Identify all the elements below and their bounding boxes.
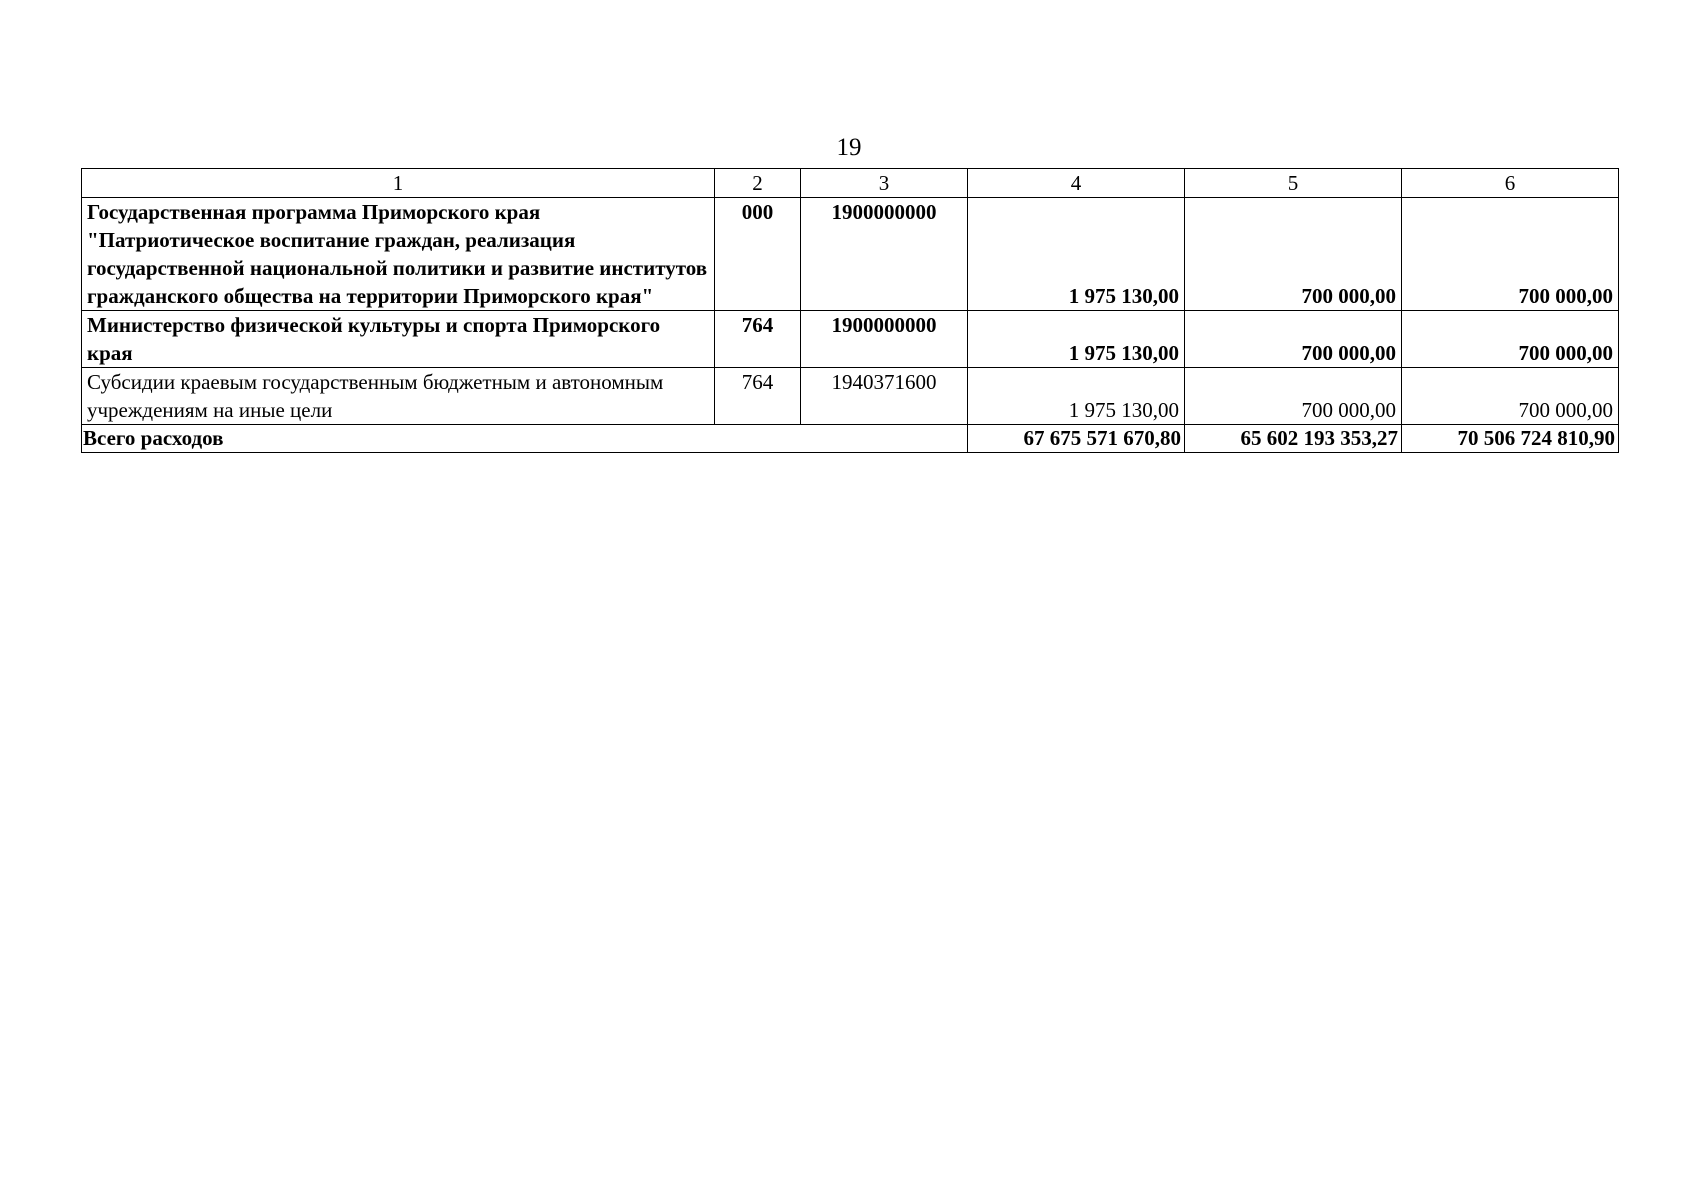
total-value-col4: 67 675 571 670,80 bbox=[968, 425, 1185, 453]
row-value-col5: 700 000,00 bbox=[1185, 198, 1402, 311]
row-code: 000 bbox=[715, 198, 801, 311]
row-name: Субсидии краевым государственным бюджетным и автономным учреждениям на иные цели bbox=[82, 368, 715, 425]
row-target-article: 1900000000 bbox=[801, 311, 968, 368]
row-code: 764 bbox=[715, 368, 801, 425]
column-number-3: 3 bbox=[801, 169, 968, 198]
row-target-article: 1940371600 bbox=[801, 368, 968, 425]
total-value-col6: 70 506 724 810,90 bbox=[1402, 425, 1619, 453]
row-code: 764 bbox=[715, 311, 801, 368]
column-number-2: 2 bbox=[715, 169, 801, 198]
row-name: Государственная программа Приморского края "Патриотическое воспитание граждан, реализация государственной национальной политики и развитие институтов гражданского общества на территории Приморского края" bbox=[82, 198, 715, 311]
row-value-col4: 1 975 130,00 bbox=[968, 311, 1185, 368]
table-row bbox=[82, 198, 1619, 311]
row-value-col4: 1 975 130,00 bbox=[968, 368, 1185, 425]
row-value-col5: 700 000,00 bbox=[1185, 311, 1402, 368]
row-name: Министерство физической культуры и спорта Приморского края bbox=[82, 311, 715, 368]
row-value-col4: 1 975 130,00 bbox=[968, 198, 1185, 311]
total-row bbox=[82, 425, 1619, 453]
row-value-col6: 700 000,00 bbox=[1402, 311, 1619, 368]
column-number-4: 4 bbox=[968, 169, 1185, 198]
column-number-1: 1 bbox=[82, 169, 715, 198]
total-label: Всего расходов bbox=[82, 425, 968, 453]
total-value-col5: 65 602 193 353,27 bbox=[1185, 425, 1402, 453]
budget-table bbox=[81, 168, 1619, 453]
row-value-col6: 700 000,00 bbox=[1402, 368, 1619, 425]
table-row bbox=[82, 368, 1619, 425]
table-header-row bbox=[82, 169, 1619, 198]
table-row bbox=[82, 311, 1619, 368]
row-value-col5: 700 000,00 bbox=[1185, 368, 1402, 425]
page-number: 19 bbox=[836, 134, 862, 161]
row-value-col6: 700 000,00 bbox=[1402, 198, 1619, 311]
column-number-6: 6 bbox=[1402, 169, 1619, 198]
column-number-5: 5 bbox=[1185, 169, 1402, 198]
row-target-article: 1900000000 bbox=[801, 198, 968, 311]
